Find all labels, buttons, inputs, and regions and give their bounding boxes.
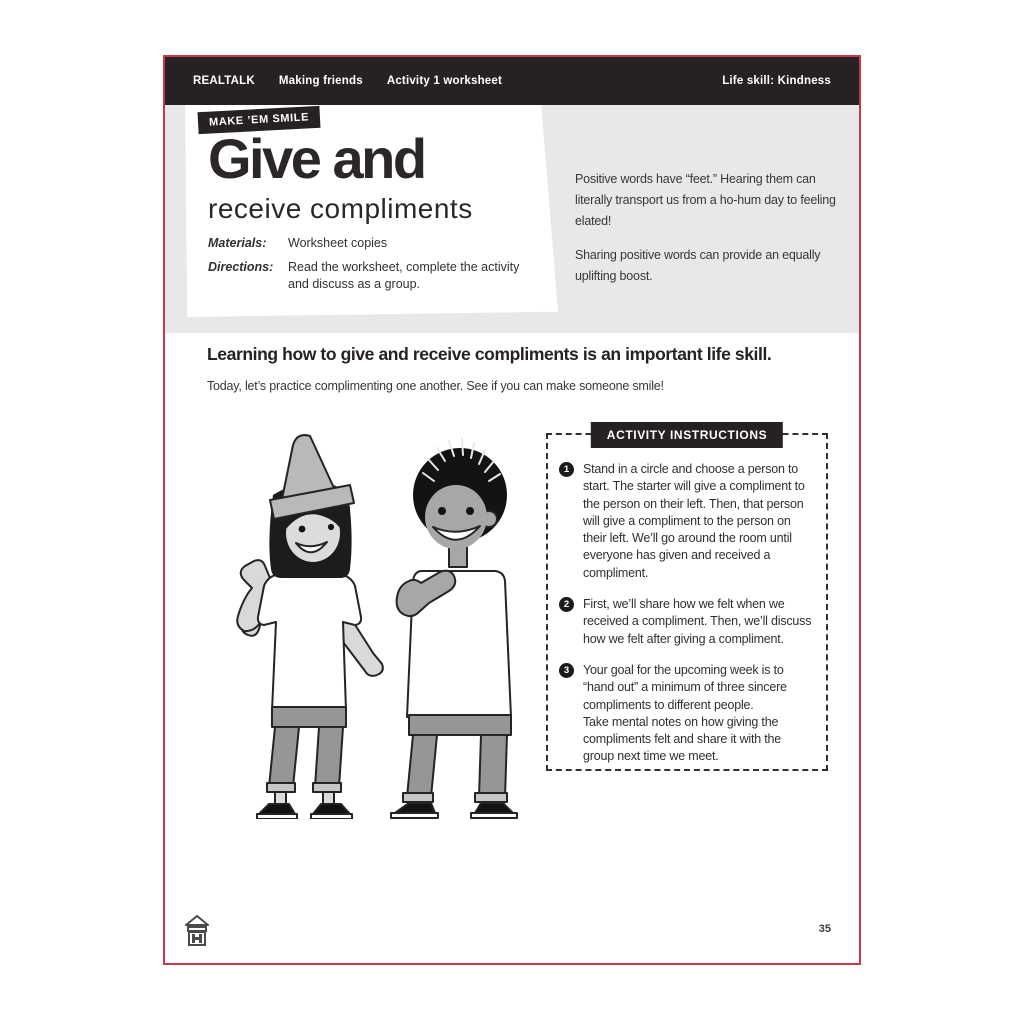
- step-number-badge: 2: [559, 597, 574, 612]
- instruction-item-2: [559, 596, 814, 648]
- instruction-list: [548, 435, 826, 766]
- instruction-text-part2: Take mental notes on how giving the compliments felt and share it with the group next time we meet.: [583, 714, 782, 764]
- brand-label: REALTALK: [193, 75, 255, 87]
- header-bar: [165, 57, 859, 105]
- directions-label: Directions:: [208, 260, 274, 274]
- directions-row: [208, 259, 540, 293]
- intro-paragraphs: [575, 169, 845, 300]
- instruction-text-part1: Your goal for the upcoming week is to “hand out” a minimum of three sincere compliments to different people.: [583, 662, 787, 712]
- materials-value: Worksheet copies: [288, 236, 388, 250]
- page-title-line2: receive compliments: [208, 193, 473, 224]
- nav-activity-worksheet: Activity 1 worksheet: [386, 75, 503, 87]
- meta-block: [208, 235, 540, 300]
- materials-row: [208, 235, 540, 252]
- page-number: 35: [818, 923, 831, 935]
- step-number-badge: 3: [559, 663, 574, 678]
- nav-making-friends: Making friends: [278, 75, 363, 87]
- hero-section: [165, 105, 859, 333]
- materials-label: Materials:: [208, 236, 267, 250]
- intro-paragraph-2: Sharing positive words can provide an equally uplifting boost.: [575, 248, 821, 283]
- activity-instructions-title: ACTIVITY INSTRUCTIONS: [591, 422, 783, 448]
- directions-value: Read the worksheet, complete the activity and discuss as a group.: [288, 260, 520, 291]
- instruction-text: First, we’ll share how we felt when we received a compliment. Then, we’ll discuss how we felt after giving a compliment.: [583, 597, 812, 646]
- lesson-subtext: Today, let’s practice complimenting one another. See if you can make someone smile!: [207, 379, 664, 393]
- intro-paragraph-1: Positive words have “feet.” Hearing them can literally transport us from a ho-hum day to feeling elated!: [575, 172, 836, 228]
- two-friends-illustration: [223, 423, 531, 819]
- instruction-item-3: [559, 662, 814, 766]
- activity-instructions-box: [546, 428, 828, 771]
- worksheet-page: [163, 55, 861, 965]
- instruction-text: Stand in a circle and choose a person to start. The starter will give a compliment to the person on their left. Then, that person will give a compliment to the person on their left. We’ll go around the room until everyone has given and received a compliment.: [583, 462, 805, 580]
- life-skill-label: Life skill: Kindness: [722, 75, 831, 87]
- badge-make-em-smile: MAKE ’EM SMILE: [198, 106, 321, 134]
- instruction-text: [583, 662, 814, 766]
- lesson-statement: Learning how to give and receive compliments is an important life skill.: [207, 344, 772, 364]
- step-number-badge: 1: [559, 462, 574, 477]
- page-title-line1: Give and: [208, 127, 425, 190]
- instruction-item-1: [559, 461, 814, 582]
- house-logo-icon: [184, 915, 210, 947]
